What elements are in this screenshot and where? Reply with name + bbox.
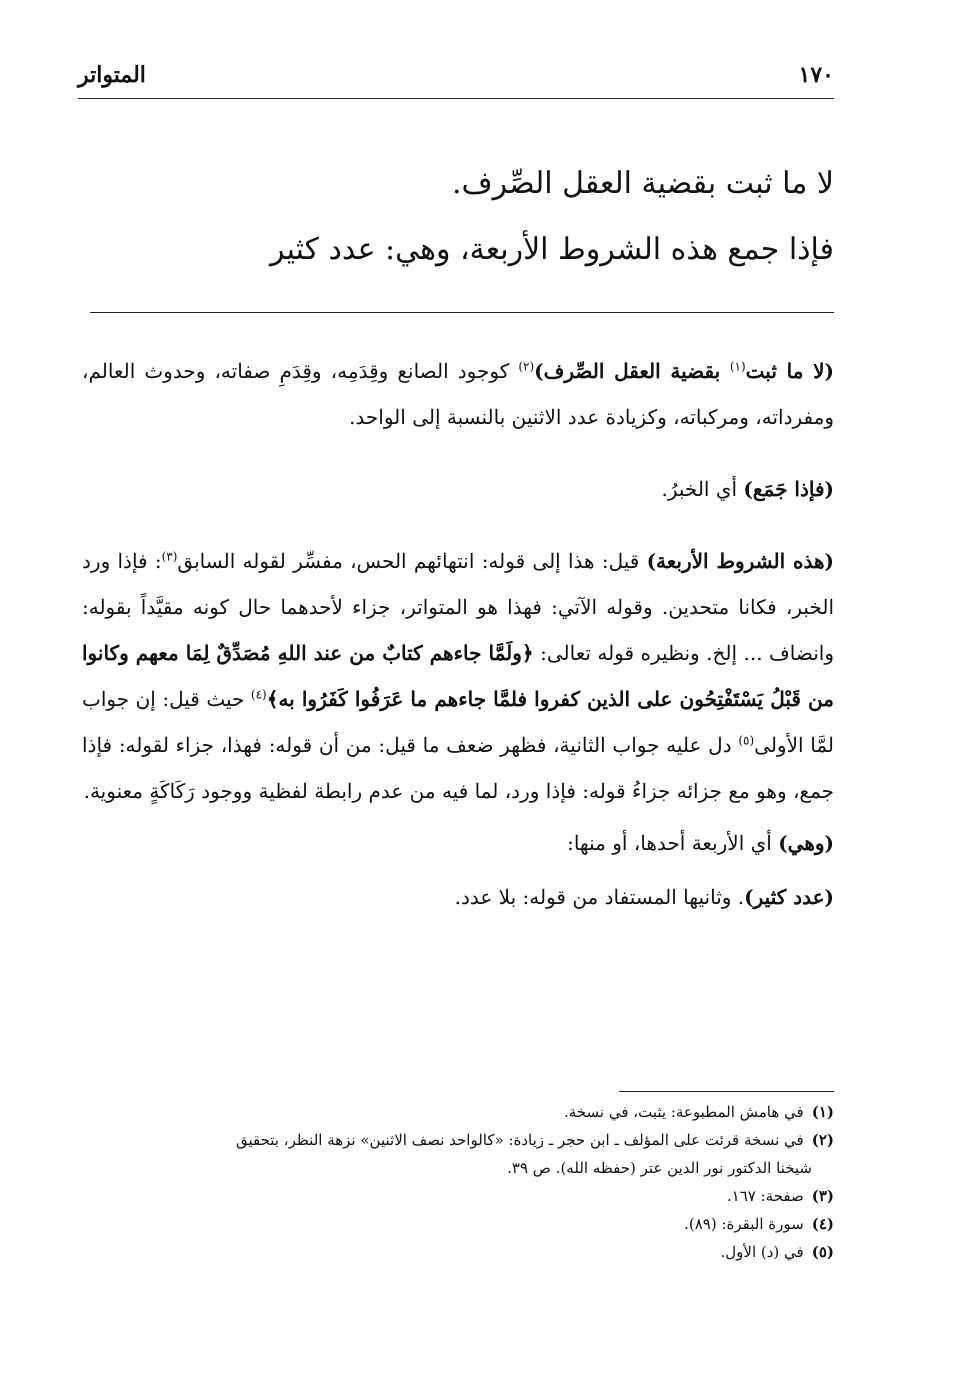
footnote-text: في نسخة قرئت على المؤلف ـ ابن حجر ـ زيادة: «كالواحد نصف الاثنين» نزهة النظر، بتحقيق: [235, 1131, 804, 1149]
footnote-text: سورة البقرة: (٨٩).: [684, 1215, 804, 1233]
paragraph-text: . وثانيها المستفاد من قوله: بلا عدد.: [454, 885, 745, 909]
commentary-paragraph: [82, 820, 834, 866]
matn-divider: [90, 312, 834, 313]
footnote-text: صفحة: ١٦٧.: [726, 1187, 804, 1205]
lemma: (هذه الشروط الأربعة): [646, 549, 834, 573]
paragraph-text: كوجود الصانع وقِدَمِه، وقِدَمِ صفاته، وحدوث العالم، ومفرداته، ومركباته، وكزيادة عدد الاثنين بالنسبة إلى الواحد.: [82, 359, 834, 429]
paragraph-text: حيث قيل: إن جواب لمَّا الأولى: [82, 687, 834, 757]
matn-text: [90, 160, 834, 292]
footnote: [82, 1098, 834, 1126]
footnote: [82, 1182, 834, 1210]
paragraph-text: : فإذا ورد الخبر، فكانا متحدين. وقوله الآتي: فهذا هو المتواتر، جزاء لأحدهما حال كونه مقيَّداً بقوله: وانضاف ... إلخ. ونظيره قوله تعالى:: [82, 549, 834, 665]
footnote: [82, 1126, 834, 1182]
footnote-number: (٤): [811, 1215, 834, 1233]
matn-line: لا ما ثبت بقضية العقل الصِّرف.: [451, 166, 834, 201]
commentary-paragraph: [82, 874, 834, 920]
commentary-paragraph: [82, 466, 834, 512]
lemma: (عدد كثير): [744, 885, 834, 909]
footnote-ref: (٢): [518, 359, 535, 374]
running-header: [78, 62, 834, 99]
matn-line: فإذا جمع هذه الشروط الأربعة، وهي: عدد كثير: [270, 232, 834, 267]
footnote-number: (٣): [811, 1187, 834, 1205]
footnote-text: في (د) الأول.: [720, 1243, 804, 1261]
footnote: [82, 1238, 834, 1266]
footnote-number: (١): [811, 1103, 834, 1121]
lemma: (وهي): [778, 831, 834, 855]
paragraph-text: أي الأربعة أحدها، أو منها:: [567, 831, 779, 855]
paragraph-text: دل عليه جواب الثانية، فظهر ضعف ما قيل: من أن قوله: فهذا، جزاء لقوله: فإذا جمع، وهو مع جزائه جزاءُ قوله: فإذا ورد، لما فيه من عدم رابطة لفظية ووجود رَكَاكَةٍ معنوية.: [82, 733, 834, 803]
footnote: [82, 1210, 834, 1238]
paragraph-text: قيل: هذا إلى قوله: انتهائهم الحس، مفسِّر لقوله السابق: [177, 549, 647, 573]
footnote-number: (٥): [811, 1243, 834, 1261]
commentary-paragraph: [82, 538, 834, 814]
commentary-paragraph: [82, 348, 834, 440]
page-number: ١٧٠: [798, 62, 834, 88]
commentary: [82, 348, 834, 920]
footnote-ref: (٣): [161, 549, 178, 564]
chapter-title: المتواتر: [78, 62, 146, 88]
footnotes: [82, 1098, 834, 1266]
lemma: (لا ما ثبت: [745, 359, 834, 383]
footnote-text: في هامش المطبوعة: يثبت، في نسخة.: [564, 1103, 804, 1121]
footnote-ref: (٥): [738, 733, 755, 748]
lemma: (فإذا جَمَع): [743, 477, 834, 501]
footnote-ref: (١): [729, 359, 746, 374]
quran-verse: ﴿ولَمَّا جاءهم كتابٌ من عند اللهِ مُصَدِّقٌ لِمَا معهم وكانوا من قَبْلُ يَسْتَفْتِحُون على الذين كفروا فلمَّا جاءهم ما عَرَفُوا كَفَرُوا به﴾: [82, 641, 834, 711]
lemma: بقضية العقل الصِّرف): [534, 359, 730, 383]
footnote-continuation: شيخنا الدكتور نور الدين عتر (حفظه الله). ص ٣٩.: [507, 1159, 812, 1177]
footnote-ref: (٤): [250, 687, 267, 702]
footnote-number: (٢): [811, 1131, 834, 1149]
paragraph-text: أي الخبرُ.: [661, 477, 744, 501]
footnote-divider: [619, 1091, 834, 1092]
